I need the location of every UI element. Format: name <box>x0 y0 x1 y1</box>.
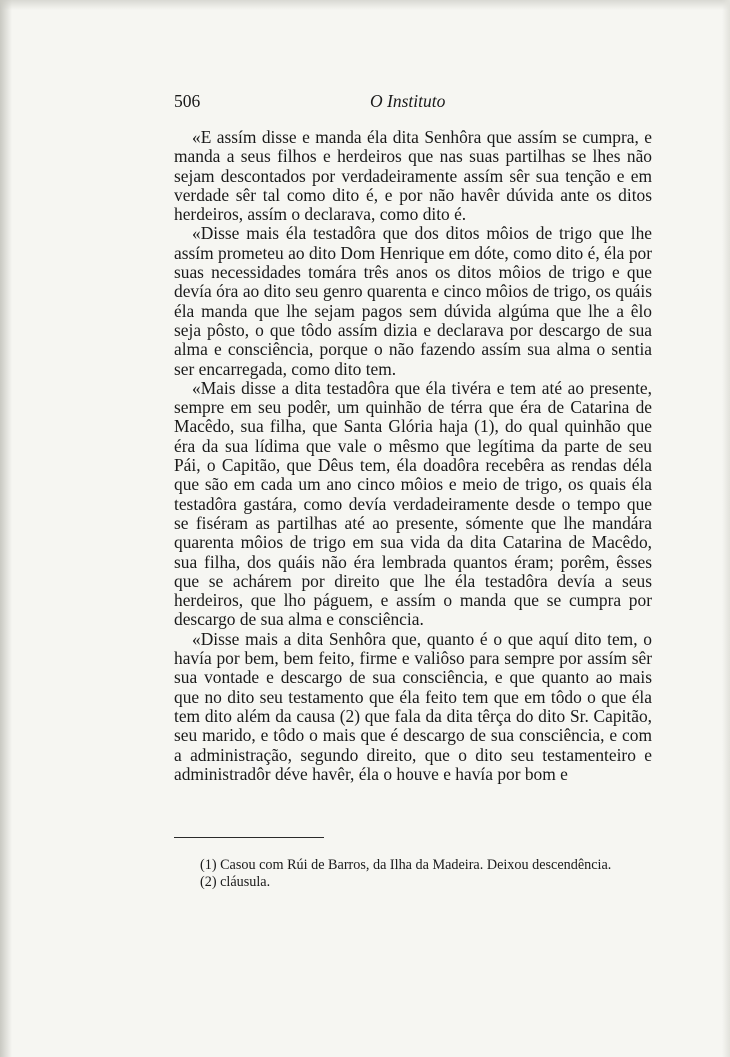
running-title: O Instituto <box>370 91 446 111</box>
page-top-shade <box>0 0 730 10</box>
footnote: (2) cláusula. <box>200 873 271 890</box>
page-gutter-shade <box>0 0 12 1057</box>
footnote: (1) Casou com Rúi de Barros, da Ilha da Madeira. Deixou descendência. <box>200 857 612 873</box>
paragraph: «E assím disse e manda éla dita Senhôra que assím se cumpra, e manda a seus filhos e herdeiros que nas suas partilhas se lhes não sejam descontados por verdadeiramente assím sêr sua tenção e em verdade sêr tal como dito é, e por não havêr dúvida ante os ditos herdeiros, assím o declarava, como dito é. <box>174 127 652 225</box>
body-text <box>174 128 652 784</box>
paragraph: «Mais disse a dita testadôra que éla tivéra e tem até ao presente, sempre em seu podêr, um quinhão de térra que éra de Catarina de Macêdo, sua filha, que Santa Glória haja (1), do qual quinhão que éra da sua lídima que vale o mêsmo que legítima da parte de seu Pái, o Capitão, que Dêus tem, éla doadôra recebêra as rendas déla que são em cada um ano cinco môios e meio de trigo, os quais éla testadôra gastára, como devía verdadeiramente desde o tempo que se fiséram as partilhas até ao presente, sómente que lhe mandára quarenta môios de trigo em sua vida da dita Catarina de Macêdo, sua filha, dos quáis não éra lembrada quantos éram; porêm, êsses que se achárem por direito que lhe éla testadôra devía a seus herdeiros, que lho páguem, e assím o manda que se cumpra por descargo de sua alma e consciência. <box>174 377 652 630</box>
footnotes <box>174 857 652 890</box>
footnote-divider <box>174 837 324 838</box>
page-right-edge <box>722 0 730 1057</box>
page-number: 506 <box>174 91 201 111</box>
paragraph: «Disse mais a dita Senhôra que, quanto é o que aquí dito tem, o havía por bem, bem feito, firme e valiôso para sempre por assím sêr sua vontade e descargo de sua consciência, e que quanto ao mais que no dito seu testamento que éla feito tem que em tôdo o que éla tem dito além da causa (2) que fala da dita têrça do dito Sr. Capitão, seu marido, e tôdo o mais que é descargo de sua consciência, e com a administração, segundo direito, que o dito seu testamenteiro e administradôr déve havêr, éla o houve e havía por bom e <box>174 628 652 784</box>
running-header <box>174 91 652 115</box>
paragraph: «Disse mais éla testadôra que dos ditos môios de trigo que lhe assím prometeu ao dito Dom Henrique em dóte, como dito é, éla por suas necessidades tomára três anos os ditos môios de trigo e que devía óra ao dito seu genro quarenta e cinco môios de trigo, os quáis éla manda que lhe sejam pagos sem dúvida algúma que lhe a êlo seja pôsto, o que tôdo assím dizia e declarava por descargo de sua alma e consciência, porque o não fazendo assím sua alma o sentia ser encarregada, como dito tem. <box>174 223 652 379</box>
